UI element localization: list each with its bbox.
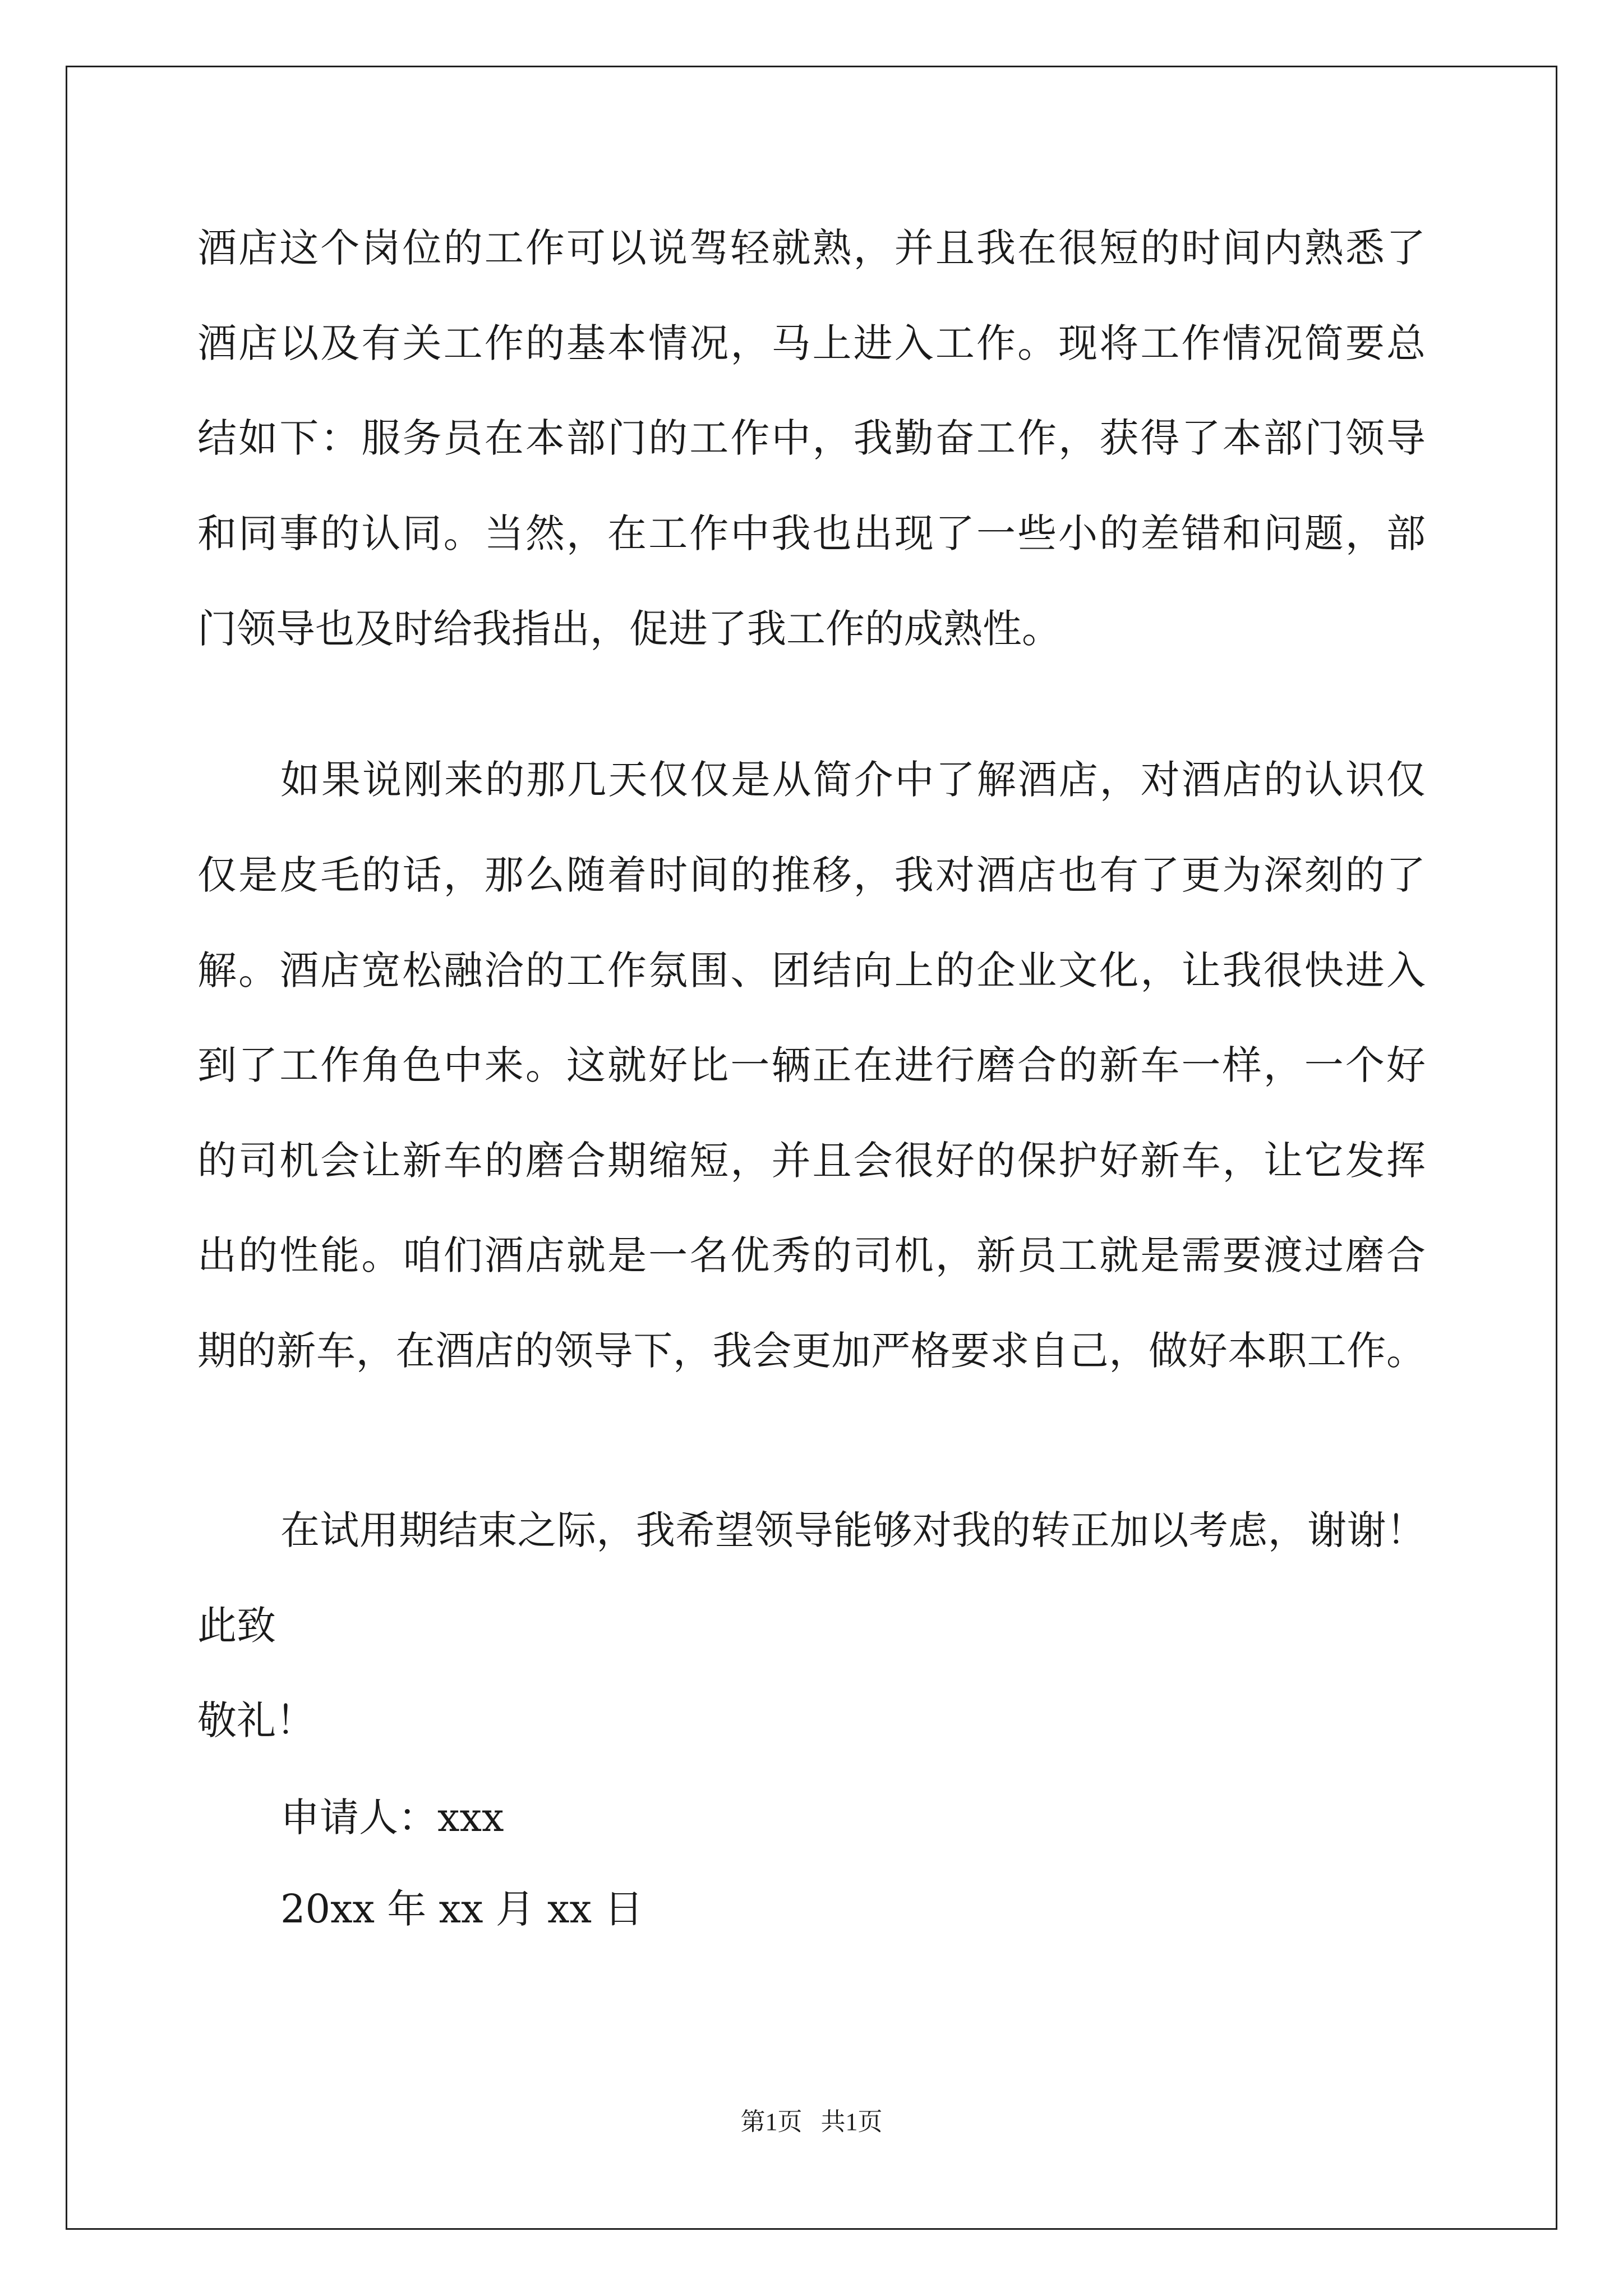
paragraph-1-line-2: 酒店以及有关工作的基本情况，马上进入工作。现将工作情况简要总 [197, 320, 1426, 366]
paragraph-3: 在试用期结束之际，我希望领导能够对我的转正加以考虑，谢谢！ [280, 1507, 1426, 1553]
page-footer: 第1页 共1页 [740, 2108, 883, 2136]
paragraph-2-line-6: 出的性能。咱们酒店就是一名优秀的司机，新员工就是需要渡过磨合 [197, 1232, 1426, 1278]
paragraph-1-line-5: 门领导也及时给我指出，促进了我工作的成熟性。 [197, 606, 1061, 652]
paragraph-2-line-2: 仅是皮毛的话，那么随着时间的推移，我对酒店也有了更为深刻的了 [197, 852, 1426, 898]
applicant-line: 申请人：xxx [280, 1795, 504, 1841]
paragraph-1-line-4: 和同事的认同。当然，在工作中我也出现了一些小的差错和问题，部 [197, 510, 1426, 556]
closing-regards: 敬礼！ [197, 1697, 315, 1743]
paragraph-2-line-1: 如果说刚来的那几天仅仅是从简介中了解酒店，对酒店的认识仅 [280, 757, 1426, 803]
paragraph-1-line-1: 酒店这个岗位的工作可以说驾轻就熟，并且我在很短的时间内熟悉了 [197, 225, 1426, 271]
paragraph-1-line-3: 结如下：服务员在本部门的工作中，我勤奋工作，获得了本部门领导 [197, 415, 1426, 461]
closing-salutation: 此致 [197, 1603, 276, 1649]
paragraph-2-line-4: 到了工作角色中来。这就好比一辆正在进行磨合的新车一样，一个好 [197, 1042, 1426, 1088]
paragraph-2-line-3: 解。酒店宽松融洽的工作氛围、团结向上的企业文化，让我很快进入 [197, 947, 1426, 993]
paragraph-2-line-7: 期的新车，在酒店的领导下，我会更加严格要求自己，做好本职工作。 [197, 1328, 1426, 1374]
paragraph-2-line-5: 的司机会让新车的磨合期缩短，并且会很好的保护好新车，让它发挥 [197, 1138, 1426, 1184]
date-line: 20xx 年 xx 月 xx 日 [280, 1886, 644, 1932]
